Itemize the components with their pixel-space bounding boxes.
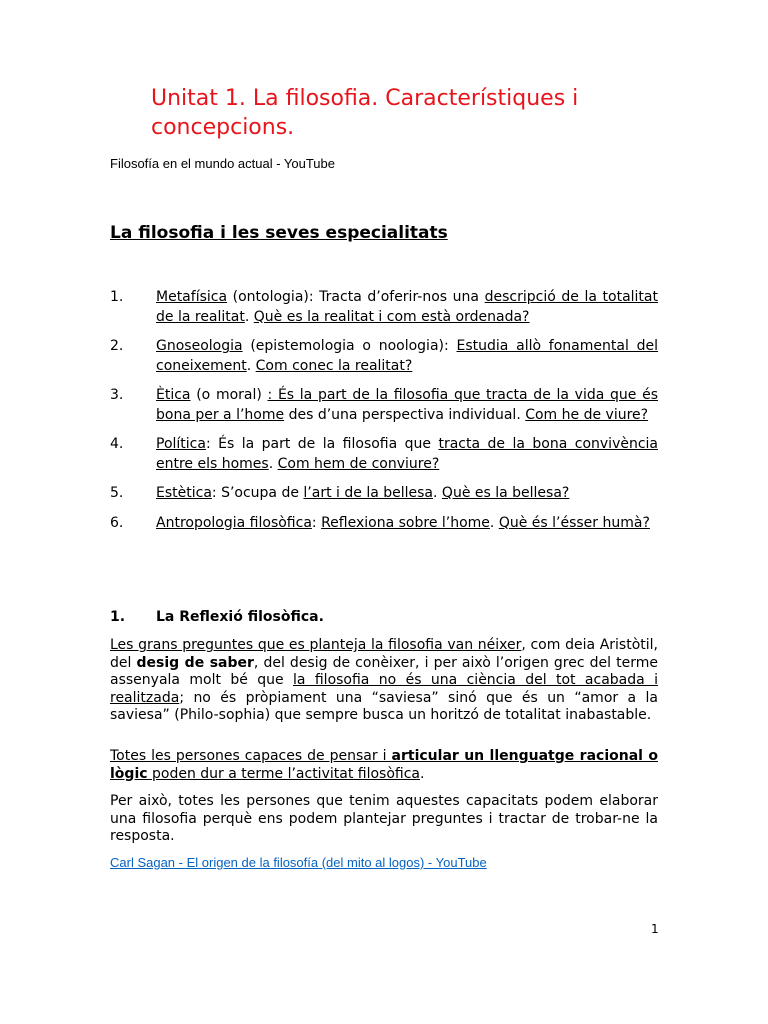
text-run: Política xyxy=(156,436,206,452)
list-item-number: 2. xyxy=(110,338,124,354)
text-run: Totes les persones capaces de pensar i xyxy=(110,748,392,764)
text-run: : S’ocupa de xyxy=(211,485,304,501)
specialties-list xyxy=(110,288,658,543)
text-run: (epistemologia o noologia): xyxy=(242,338,457,354)
text-run: Què és l’ésser humà? xyxy=(498,514,650,531)
text-run: . xyxy=(489,514,499,531)
text-run: , del desig de conèixer, i per això l’origen grec del terme assenyala molt bé que xyxy=(110,654,658,688)
text-run: ; no és pròpiament una “saviesa” sinó que és un “amor a la saviesa” (Philo-sophia) que sempre busca un horitzó de totalitat inabastable. xyxy=(110,689,658,723)
text-run: Com he de viure? xyxy=(525,406,649,423)
paragraph-llenguatge xyxy=(110,748,658,783)
list-item-number: 3. xyxy=(110,387,124,403)
youtube-reference-text: Filosofía en el mundo actual - YouTube xyxy=(110,156,335,171)
text-run: : És la part de la filosofia que xyxy=(205,436,439,452)
list-item xyxy=(110,514,658,534)
section-heading: La filosofia i les seves especialitats xyxy=(110,223,448,243)
text-run: Què es la realitat i com està ordenada? xyxy=(253,308,530,325)
document-title: Unitat 1. La filosofia. Característiques i concepcions. xyxy=(151,86,579,140)
list-item xyxy=(110,337,658,376)
text-run: articular un llenguatge racional o lògic xyxy=(110,748,658,782)
text-run: Com hem de conviure? xyxy=(277,455,440,472)
list-item-number: 4. xyxy=(110,436,124,452)
text-run: des d’una perspectiva individual. xyxy=(284,406,526,423)
subsection-number: 1. xyxy=(110,609,126,625)
text-run: , com deia Aristòtil, del xyxy=(110,637,659,671)
list-item xyxy=(110,386,658,425)
text-run: Les grans preguntes que es planteja la filosofia van néixer xyxy=(110,637,522,653)
paragraph-reflexio xyxy=(110,637,658,725)
text-run: Reflexiona sobre l’home xyxy=(321,514,490,531)
text-run: la filosofia no és una ciència del tot acabada i realitzada xyxy=(110,672,658,706)
list-item xyxy=(110,484,658,504)
subsection-title: La Reflexió filosòfica. xyxy=(156,609,324,625)
page-number: 1 xyxy=(651,922,659,936)
text-run: Metafísica xyxy=(156,289,228,305)
text-run: (ontologia): Tracta d’oferir-nos una xyxy=(227,289,485,305)
text-run: . xyxy=(244,308,254,325)
list-item xyxy=(110,288,658,327)
text-run: Ètica xyxy=(156,387,191,403)
text-run: . xyxy=(433,485,442,501)
paragraph-capacitats: Per això, totes les persones que tenim aquestes capacitats podem elaborar una filosofia perquè ens podem plantejar preguntes i tractar de trobar-ne la resposta. xyxy=(110,793,658,844)
list-item-number: 6. xyxy=(110,514,124,531)
text-run: . xyxy=(246,357,256,374)
text-run: (o moral) xyxy=(190,387,268,403)
text-run: desig de saber xyxy=(136,654,254,671)
text-run: Gnoseologia xyxy=(156,338,243,354)
text-run: Estudia allò fonamental del coneixement xyxy=(156,338,658,374)
text-run: : xyxy=(311,514,322,531)
list-item-number: 5. xyxy=(110,485,124,501)
text-run: Antropologia filosòfica xyxy=(156,514,312,531)
text-run: Estètica xyxy=(156,485,212,501)
list-item-number: 1. xyxy=(110,289,124,305)
text-run: l’art i de la bellesa xyxy=(303,485,434,501)
carl-sagan-video-link[interactable]: Carl Sagan - El origen de la filosofía (del mito al logos) - YouTube xyxy=(110,855,487,870)
text-run: Com conec la realitat? xyxy=(255,357,413,374)
list-item xyxy=(110,435,658,474)
text-run: poden dur a terme l’activitat filosòfica xyxy=(147,765,420,782)
subsection-heading xyxy=(110,609,324,625)
text-run: Què es la bellesa? xyxy=(441,485,570,501)
text-run: . xyxy=(268,455,278,472)
text-run: : És la part de la filosofia que tracta de la vida que és bona per a l’home xyxy=(156,387,658,423)
text-run: descripció de la totalitat de la realitat xyxy=(156,289,658,325)
text-run: tracta de la bona convivència entre els homes xyxy=(156,436,659,472)
text-run: . xyxy=(420,765,425,782)
